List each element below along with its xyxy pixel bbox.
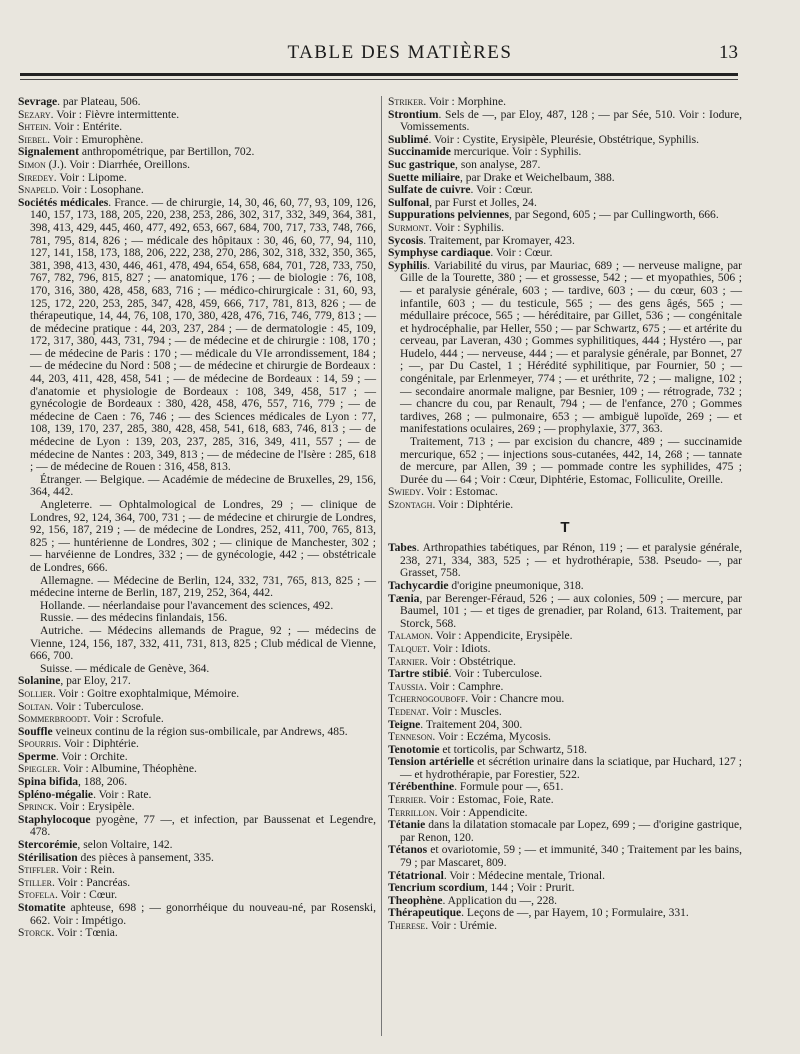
- entry-headword: Siebel: [18, 133, 48, 146]
- index-entry: [388, 630, 742, 643]
- index-entry: [388, 134, 742, 147]
- entry-body: . Voir : Entérite.: [48, 121, 123, 134]
- index-entry: [18, 612, 376, 625]
- entry-headword: Sycosis: [388, 234, 424, 247]
- entry-headword: Theophène: [388, 894, 443, 907]
- entry-headword: Sezary: [18, 108, 51, 121]
- index-entry: [388, 643, 742, 656]
- index-entry: [18, 726, 376, 739]
- index-entry: [388, 882, 742, 895]
- entry-headword: Swiedy: [388, 486, 422, 499]
- entry-headword: Szontagh: [388, 499, 433, 511]
- index-entry: [18, 134, 376, 147]
- index-entry: [388, 247, 742, 260]
- index-entry: [18, 172, 376, 185]
- entry-body: . Voir : Lipome.: [53, 171, 127, 184]
- entry-body: . Voir : Emurophène.: [47, 133, 144, 146]
- entry-body: , par Segond, 605 ; — par Cullingworth, 666.: [508, 209, 719, 222]
- entry-body: . Voir : Obstétrique.: [424, 655, 516, 668]
- right-column: [388, 96, 742, 933]
- entry-headword: Tarnier: [388, 655, 425, 668]
- index-entry: [18, 121, 376, 134]
- entry-body: . Voir : Albumine, Théophène.: [57, 763, 197, 776]
- entry-headword: Symphyse cardiaque: [388, 247, 491, 260]
- index-entry: [388, 222, 742, 235]
- entry-headword: Stofela: [18, 889, 55, 902]
- entry-body: et ovariotomie, 59 ; — et immunité, 340 ; Traitement par les bains, 79 ; par Mascaret, 809.: [400, 844, 742, 870]
- entry-body: . Voir : Cœur.: [490, 247, 553, 260]
- entry-body: . Application du —, 228.: [442, 894, 558, 907]
- entry-headword: Staphylocoque: [18, 813, 91, 826]
- entry-headword: Spléno-mégalie: [18, 788, 94, 801]
- index-entry: [18, 96, 376, 109]
- entry-body: . Variabilité du virus, par Mauriac, 689 ; — nerveuse maligne, par Gille de la Tourette, 380 ; — et grossesse, 542 ; — et myopathies, 506 ; — et paralysie générale, 603 ; — tardive, 603 ; — du cœur, 603 ; — infantile, 603 ; — du testicule, 565 ; — des gens âgés, 565 ; — médullaire précoce, 565 ; — héréditaire, par Gillet, 536 ; — congénitale et hydrocéphalie, par Heller, 550 ; — par Schwartz, 675 ; — et artérite du cerveau, par Laveran, 430 ; Gommes syphilitiques, 444 ; Hystéro —, par Hudelo, 444 ; — nerveuse, 444 ; — et paralysie générale, par Bonnet, 27 ; —, par Du Castel, 1 ; Hérédité syphilitique, par Fournier, 50 ; — congénitale, par Erlenmeyer, 774 ; — et uréthrite, 72 ; — maligne, 102 ; — secondaire anormale maligne, par Besnier, 109 ; — rétrograde, 732 ; — chancre du cou, par Renault, 794 ; — de l'enfance, 270 ; Gommes tardives, 268 ; — pulmonaire, 653 ; — ambiguë lupoïde, 269 ; — et manifestations oculaires, 269 ; — prophylaxie, 377, 363.: [400, 259, 742, 436]
- index-entry: [388, 794, 742, 807]
- entry-headword: Shtein: [18, 121, 49, 134]
- index-entry: [388, 486, 742, 499]
- index-entry: [18, 713, 376, 726]
- entry-body: . Voir : Tœnia.: [51, 927, 118, 940]
- entry-body: , par Furst et Jolles, 24.: [429, 196, 537, 209]
- entry-body: . Voir : Estomac.: [421, 486, 498, 499]
- entry-headword: Snapeld: [18, 184, 56, 197]
- entry-body: , 144 ; Voir : Prurit.: [484, 882, 575, 895]
- entry-headword: Taussia: [388, 680, 424, 693]
- index-entry: [388, 870, 742, 883]
- entry-body: . Voir : Pancréas.: [51, 876, 131, 889]
- index-entry: [388, 807, 742, 820]
- entry-body: . Voir : Idiots.: [427, 642, 491, 655]
- entry-headword: Tachycardie: [388, 579, 449, 592]
- index-entry: [18, 776, 376, 789]
- entry-headword: Storck: [18, 927, 52, 940]
- entry-body: mercurique. Voir : Syphilis.: [450, 146, 582, 159]
- entry-body: . Voir : Cœur.: [470, 184, 533, 197]
- entry-headword: Sollier: [18, 687, 53, 700]
- index-entry: [18, 814, 376, 839]
- index-entry: [388, 895, 742, 908]
- entry-headword: Souffle: [18, 725, 53, 738]
- index-entry: [388, 542, 742, 580]
- entry-headword: Tencrium scordium: [388, 882, 485, 895]
- index-entry: [388, 731, 742, 744]
- entry-headword: Stérilisation: [18, 851, 78, 864]
- entry-headword: Sulfate de cuivre: [388, 184, 471, 197]
- index-entry: [18, 738, 376, 751]
- index-entry: [18, 852, 376, 865]
- index-entry: [388, 184, 742, 197]
- entry-body: aphteuse, 698 ; — gonorrhéique du nouveau-né, par Rosenski, 662. Voir : Impétigo.: [30, 902, 376, 927]
- entry-body: . Traitement 204, 300.: [420, 718, 523, 731]
- entry-body: Autriche. — Médecins allemands de Prague, 92 ; — médecins de Vienne, 124, 156, 187, 332, 411, 731, 813, 825 ; Club médical de Vienne, 666, 700.: [30, 624, 376, 663]
- entry-headword: Talquet: [388, 642, 428, 655]
- entry-headword: Stomatite: [18, 902, 66, 914]
- entry-headword: Striker: [388, 96, 424, 108]
- index-entry: [388, 756, 742, 781]
- entry-body: . Voir : Cœur.: [54, 889, 118, 902]
- entry-headword: Tétanos: [388, 844, 428, 857]
- index-entry: [18, 159, 376, 172]
- entry-body: . Voir : Morphine.: [423, 96, 506, 108]
- index-entry: [18, 474, 376, 499]
- index-entry: [18, 600, 376, 613]
- entry-body: . Voir : Goitre exophtalmique, Mémoire.: [52, 687, 240, 700]
- index-entry: [18, 146, 376, 159]
- entry-body: . Voir : Appendicite.: [434, 806, 528, 819]
- index-entry: [18, 184, 376, 197]
- entry-body: . Voir : Muscles.: [426, 705, 502, 718]
- entry-headword: Tedenat: [388, 705, 427, 718]
- entry-body: . Voir : Médecine mentale, Trional.: [443, 869, 606, 882]
- column-divider: [381, 96, 382, 1036]
- entry-body: veineux continu de la région sus-ombilicale, par Andrews, 485.: [52, 725, 348, 738]
- entry-body: . Voir : Tuberculose.: [448, 668, 543, 681]
- entry-headword: Stiller: [18, 876, 52, 889]
- entry-headword: Tchernogouboff: [388, 693, 466, 706]
- entry-headword: Tension artérielle: [388, 756, 475, 769]
- index-entry: [388, 744, 742, 757]
- index-entry: [18, 801, 376, 814]
- entry-body: . Traitement, par Kromayer, 423.: [423, 234, 575, 247]
- entry-body: . Voir : Fièvre intermittente.: [50, 108, 180, 121]
- entry-body: . par Plateau, 506.: [57, 96, 141, 108]
- index-entry: [18, 663, 376, 676]
- header-rule-thick: [20, 73, 738, 76]
- index-entry: [18, 902, 376, 927]
- entry-body: (J.). Voir : Diarrhée, Oreillons.: [45, 158, 190, 171]
- entry-headword: Suppurations pelviennes: [388, 209, 509, 222]
- index-entry: [388, 197, 742, 210]
- entry-headword: Simon: [18, 158, 46, 171]
- entry-headword: Spina bifida: [18, 776, 79, 789]
- entry-body: . Sels de —, par Eloy, 487, 128 ; — par Sée, 510. Voir : Iodure, Vomissements.: [400, 108, 742, 134]
- entry-body: Russie. — des médecins finlandais, 156.: [40, 612, 228, 625]
- index-entry: [18, 625, 376, 663]
- entry-headword: Tænia: [388, 592, 420, 605]
- index-entry: [18, 701, 376, 714]
- entry-body: . Voir : Appendicite, Erysipèle.: [430, 630, 573, 643]
- index-entry: [18, 675, 376, 688]
- entry-headword: Stiffler: [18, 864, 56, 877]
- entry-headword: Terrillon: [388, 806, 435, 819]
- entry-body: . Arthropathies tabétiques, par Rénon, 119 ; — et paralysie générale, 238, 271, 334, 383, 525 ; — et hydrothérapie, 538. Pseudo- —, par Grasset, 758.: [400, 542, 742, 580]
- entry-body: dans la dilatation stomacale par Lopez, 699 ; — d'origine gastrique, par Renon, 120.: [400, 819, 742, 844]
- entry-headword: Spourris: [18, 738, 59, 751]
- index-entry: [18, 839, 376, 852]
- index-entry: [388, 656, 742, 669]
- index-entry: [18, 751, 376, 764]
- entry-headword: Strontium: [388, 108, 439, 121]
- index-entry: [388, 96, 742, 109]
- entry-body: . Voir : Losophane.: [55, 184, 144, 197]
- entry-headword: Therese: [388, 920, 426, 932]
- entry-body: , par Drake et Weichelbaum, 388.: [459, 171, 615, 184]
- index-entry: [18, 688, 376, 701]
- entry-headword: Thérapeutique: [388, 907, 462, 920]
- entry-headword: Suette miliaire: [388, 171, 460, 184]
- page-title: TABLE DES MATIÈRES: [287, 42, 513, 63]
- entry-body: . Voir : Rate.: [93, 788, 152, 801]
- entry-body: , son analyse, 287.: [455, 158, 541, 171]
- entry-headword: Sociétés médicales: [18, 196, 109, 209]
- index-entry: [18, 109, 376, 122]
- entry-body: et torticolis, par Schwartz, 518.: [439, 743, 588, 756]
- entry-body: . Voir : Urémie.: [425, 920, 498, 932]
- header-rule-thin: [20, 79, 738, 80]
- index-entry: [18, 927, 376, 940]
- index-entry: [388, 920, 742, 933]
- entry-body: des pièces à pansement, 335.: [77, 851, 214, 864]
- entry-body: . Voir : Tuberculose.: [50, 700, 144, 713]
- entry-body: . Voir : Orchite.: [55, 750, 128, 763]
- entry-headword: Solanine: [18, 675, 61, 688]
- index-entry: [18, 889, 376, 902]
- entry-headword: Tabes: [388, 542, 417, 555]
- entry-headword: Sommerbroodt: [18, 713, 88, 726]
- index-entry: [388, 209, 742, 222]
- entry-body: Traitement, 713 ; — par excision du chancre, 489 ; — succinamide mercurique, 652 ; — injections sous-cutanées, 442, 14, 268 ; — tannate de mercure, par Allen, 39 ; — pommade contre les syphilides, 475 ; Durée du — 64 ; Voir : Cœur, Diphtérie, Estomac, Folliculite, Oreille.: [400, 436, 742, 486]
- entry-headword: Tartre stibié: [388, 668, 449, 681]
- left-column: [18, 96, 376, 940]
- entry-headword: Spiegler: [18, 763, 58, 776]
- entry-body: anthropométrique, par Bertillon, 702.: [78, 146, 255, 159]
- section-letter: T: [560, 518, 570, 536]
- entry-headword: Tenneson: [388, 731, 433, 744]
- entry-body: pyogène, 77 —, et infection, par Baussenat et Legendre, 478.: [30, 813, 376, 839]
- entry-body: . Voir : Syphilis.: [429, 221, 505, 234]
- index-entry: [388, 844, 742, 869]
- entry-body: . Leçons de —, par Hayem, 10 ; Formulaire, 331.: [461, 907, 689, 920]
- entry-body: . Voir : Diphtérie.: [58, 738, 139, 751]
- index-entry: [388, 907, 742, 920]
- index-entry: [388, 499, 742, 512]
- entry-headword: Terrier: [388, 794, 424, 807]
- entry-headword: Soltan: [18, 700, 51, 713]
- entry-headword: Sevrage: [18, 96, 58, 108]
- entry-body: , selon Voltaire, 142.: [77, 839, 173, 852]
- index-entry: [18, 763, 376, 776]
- entry-headword: Tétatrional: [388, 869, 444, 882]
- entry-headword: Signalement: [18, 146, 79, 159]
- index-entry: [388, 235, 742, 248]
- entry-body: . Voir : Chancre mou.: [465, 693, 565, 706]
- entry-headword: Tétanie: [388, 819, 426, 832]
- entry-body: Angleterre. — Ophtalmological de Londres, 29 ; — clinique de Londres, 92, 124, 364, 700, 731 ; — de médecine et chirurgie de Londres, 92, 156, 187, 219 ; — de médecine de Londres, 252, 411, 700, 765, 813, 825 ; — huntérienne de Londres, 302 ; — clinique de Manchester, 302 ; — harvéienne de Londres, 332 ; — de gynécologie, 442 ; — obstétricale de Londres, 666.: [30, 499, 376, 574]
- entry-headword: Syphilis: [388, 259, 428, 272]
- index-entry: [388, 668, 742, 681]
- entry-headword: Sublimé: [388, 133, 429, 146]
- index-entry: [388, 159, 742, 172]
- entry-body: . Voir : Erysipèle.: [53, 801, 135, 814]
- index-entry: [388, 146, 742, 159]
- entry-body: . Formule pour —, 651.: [454, 781, 564, 794]
- index-entry: [388, 781, 742, 794]
- entry-body: Suisse. — médicale de Genève, 364.: [40, 662, 210, 675]
- index-entry: [388, 260, 742, 436]
- entry-headword: Suc gastrique: [388, 158, 456, 171]
- entry-body: . Voir : Eczéma, Mycosis.: [432, 731, 551, 744]
- index-entry: [18, 864, 376, 877]
- page-number: 13: [719, 42, 738, 63]
- index-entry: [388, 819, 742, 844]
- index-entry: [388, 706, 742, 719]
- entry-headword: Sperme: [18, 750, 56, 763]
- entry-headword: Sprinck: [18, 801, 54, 814]
- index-entry: [18, 877, 376, 890]
- entry-body: . Voir : Rein.: [55, 864, 115, 877]
- entry-body: . Voir : Diphtérie.: [432, 499, 514, 511]
- index-entry: [388, 593, 742, 631]
- index-entry: [388, 681, 742, 694]
- entry-body: Allemagne. — Médecine de Berlin, 124, 332, 731, 765, 813, 825 ; — médecine interne de Berlin, 187, 219, 252, 364, 442.: [30, 574, 376, 600]
- entry-headword: Succinamide: [388, 146, 451, 159]
- entry-headword: Tenotomie: [388, 743, 440, 756]
- entry-body: , par Eloy, 217.: [60, 675, 131, 688]
- entry-headword: Sulfonal: [388, 196, 430, 209]
- entry-headword: Térébenthine: [388, 781, 455, 794]
- entry-body: Étranger. — Belgique. — Académie de médecine de Bruxelles, 29, 156, 364, 442.: [30, 473, 376, 499]
- index-entry: [18, 575, 376, 600]
- index-entry: [18, 789, 376, 802]
- entry-body: . Voir : Camphre.: [423, 680, 504, 693]
- index-entry: [18, 499, 376, 575]
- entry-body: et sécrétion urinaire dans la sciatique, par Huchard, 127 ; — et hydrothérapie, par Forestier, 522.: [400, 756, 742, 781]
- entry-body: . Voir : Estomac, Foie, Rate.: [423, 794, 554, 807]
- entry-body: . Voir : Cystite, Erysipèle, Pleurésie, Obstétrique, Syphilis.: [428, 133, 700, 146]
- entry-headword: Siredey: [18, 171, 54, 184]
- entry-body: d'origine pneumonique, 318.: [448, 579, 584, 592]
- entry-body: , par Berenger-Féraud, 526 ; — aux colonies, 509 ; — mercure, par Baumel, 101 ; — et tiges de grenadier, par Roland, 613. Traitement, par Storck, 568.: [400, 592, 742, 630]
- index-entry: [388, 172, 742, 185]
- entry-body: , 188, 206.: [78, 776, 128, 789]
- entry-body: . France. — de chirurgie, 14, 30, 46, 60, 77, 93, 109, 126, 140, 157, 173, 188, 205, 220, 238, 253, 286, 302, 317, 332, 349, 364, 381, 398, 413, 429, 445, 460, 477, 492, 653, 667, 684, 700, 717, 733, 748, 766, 781, 795, 814, 826 ; — médicale des hôpitaux : 30, 46, 60, 77, 94, 110, 127, 141, 158, 173, 188, 206, 222, 238, 270, 286, 302, 318, 332, 350, 365, 381, 398, 413, 430, 446, 461, 478, 494, 654, 658, 684, 701, 728, 733, 750, 767, 782, 796, 815, 827 ; — anatomique, 176 ; — de biologie : 76, 108, 170, 316, 380, 428, 458, 683, 716 ; — médico-chirurgicale : 31, 60, 93, 125, 172, 220, 253, 285, 347, 428, 459, 666, 717, 781, 813, 826 ; — de thérapeutique, 14, 44, 76, 108, 170, 380, 428, 476, 716, 746, 779, 813 ; — de médecine pratique : 44, 203, 237, 284 ; — de dermatologie : 45, 109, 172, 317, 380, 443, 731, 794 ; — de médecine et de chirurgie : 108, 170 ; — de médecine de Paris : 170 ; — médicale du VIe arrondissement, 184 ; — de médecine du Nord : 508 ; — de médecine et chirurgie de Bordeaux : 44, 203, 411, 428, 458, 541 ; — de médecine de Bordeaux : 14, 59 ; — d'anatomie et physiologie de Bordeaux : 108, 349, 458, 517 ; — gynécologie de Bordeaux : 380, 428, 458, 476, 557, 716, 779 ; — de médecine de Caen : 76, 746 ; — des Sciences médicales de Lyon : 77, 108, 139, 170, 237, 285, 380, 428, 458, 541, 618, 683, 746, 813 ; — de médecine de Lyon : 139, 203, 237, 285, 316, 349, 411, 557 ; — de médecine de Nantes : 203, 349, 813 ; — de médecine de l'Isère : 285, 618 ; — de médecine de Rouen : 316, 458, 813.: [30, 196, 376, 474]
- index-entry: [388, 436, 742, 486]
- entry-headword: Stercorémie: [18, 839, 78, 852]
- entry-headword: Talamon: [388, 630, 431, 643]
- index-entry: [18, 197, 376, 474]
- index-entry: [388, 693, 742, 706]
- entry-body: . Voir : Scrofule.: [87, 713, 164, 726]
- entry-headword: Surmont: [388, 221, 430, 234]
- index-entry: [388, 719, 742, 732]
- entry-headword: Teigne: [388, 718, 421, 731]
- index-entry: [388, 109, 742, 134]
- entry-body: Hollande. — néerlandaise pour l'avancement des sciences, 492.: [40, 599, 334, 612]
- index-entry: [388, 580, 742, 593]
